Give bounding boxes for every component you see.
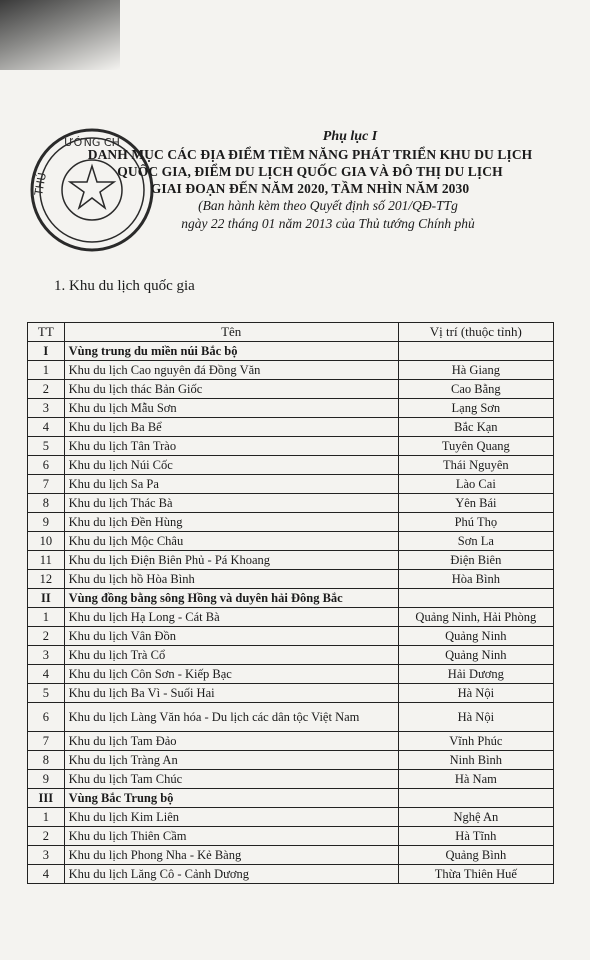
table-row: [28, 380, 554, 399]
table-row: [28, 475, 554, 494]
heading-line-3: GIAI ĐOẠN ĐẾN NĂM 2020, TẦM NHÌN NĂM 2030: [150, 181, 470, 196]
row-name: Khu du lịch Trà Cổ: [64, 646, 398, 665]
table-row: [28, 456, 554, 475]
row-number: 9: [28, 770, 65, 789]
row-name: Khu du lịch Mẫu Sơn: [64, 399, 398, 418]
row-number: 5: [28, 437, 65, 456]
svg-text:THỦ: THỦ: [32, 171, 49, 197]
row-number: 2: [28, 827, 65, 846]
row-number: 10: [28, 532, 65, 551]
table-group-row: [28, 342, 554, 361]
table-row: [28, 684, 554, 703]
row-number: 6: [28, 456, 65, 475]
table-row: [28, 532, 554, 551]
row-name: Vùng đồng bằng sông Hồng và duyên hải Đông Bắc: [64, 589, 398, 608]
row-location: Vĩnh Phúc: [398, 732, 553, 751]
row-number: 2: [28, 380, 65, 399]
table-group-row: [28, 789, 554, 808]
row-location: Sơn La: [398, 532, 553, 551]
table-row: [28, 665, 554, 684]
row-name: Khu du lịch Làng Văn hóa - Du lịch các dân tộc Việt Nam: [64, 703, 398, 732]
row-location: Tuyên Quang: [398, 437, 553, 456]
row-number: 11: [28, 551, 65, 570]
document-header: [40, 128, 580, 233]
row-name: Khu du lịch Cao nguyên đá Đồng Văn: [64, 361, 398, 380]
row-location: Hà Giang: [398, 361, 553, 380]
row-number: 1: [28, 808, 65, 827]
row-number: 7: [28, 732, 65, 751]
row-location: Thái Nguyên: [398, 456, 553, 475]
row-location: Cao Bằng: [398, 380, 553, 399]
row-location: Yên Bái: [398, 494, 553, 513]
row-number: I: [28, 342, 65, 361]
row-name: Vùng Bắc Trung bộ: [64, 789, 398, 808]
table-row: [28, 361, 554, 380]
row-number: 6: [28, 703, 65, 732]
row-name: Khu du lịch Phong Nha - Kẻ Bàng: [64, 846, 398, 865]
scan-shadow: [0, 0, 120, 70]
row-name: Khu du lịch Tân Trào: [64, 437, 398, 456]
row-name: Khu du lịch Thác Bà: [64, 494, 398, 513]
row-number: 3: [28, 646, 65, 665]
row-name: Khu du lịch Tam Đảo: [64, 732, 398, 751]
row-location: Hà Tĩnh: [398, 827, 553, 846]
row-location: Phú Thọ: [398, 513, 553, 532]
issued-line-2: ngày 22 tháng 01 năm 2013 của Thủ tướng Chính phủ: [181, 216, 475, 231]
table-header-row: [28, 323, 554, 342]
row-number: II: [28, 589, 65, 608]
row-name: Khu du lịch Điện Biên Phủ - Pá Khoang: [64, 551, 398, 570]
table-row: [28, 627, 554, 646]
issued-line-1: (Ban hành kèm theo Quyết định số 201/QĐ-TTg: [198, 198, 458, 213]
table-row: [28, 646, 554, 665]
row-number: 8: [28, 751, 65, 770]
table-row: [28, 770, 554, 789]
row-location: Lào Cai: [398, 475, 553, 494]
row-name: Khu du lịch Ba Vì - Suối Hai: [64, 684, 398, 703]
table-row: [28, 732, 554, 751]
table-row: [28, 570, 554, 589]
svg-text:ƯỚNG CH: ƯỚNG CH: [64, 136, 120, 149]
table-row: [28, 827, 554, 846]
table-row: [28, 551, 554, 570]
table-row: [28, 846, 554, 865]
row-number: 4: [28, 418, 65, 437]
row-number: 5: [28, 684, 65, 703]
row-location: Quảng Bình: [398, 846, 553, 865]
heading-line-1: DANH MỤC CÁC ĐỊA ĐIỂM TIỀM NĂNG PHÁT TRIỂN KHU DU LỊCH: [87, 147, 533, 162]
row-name: Khu du lịch Đền Hùng: [64, 513, 398, 532]
table-row: [28, 865, 554, 884]
row-location: [398, 589, 553, 608]
row-number: 3: [28, 846, 65, 865]
row-location: Nghệ An: [398, 808, 553, 827]
row-location: Thừa Thiên Huế: [398, 865, 553, 884]
row-number: 7: [28, 475, 65, 494]
table-row: [28, 494, 554, 513]
row-location: Ninh Bình: [398, 751, 553, 770]
table-row: [28, 608, 554, 627]
column-header-name: Tên: [64, 323, 398, 342]
column-header-location: Vị trí (thuộc tỉnh): [398, 323, 553, 342]
row-name: Khu du lịch Núi Cốc: [64, 456, 398, 475]
row-number: 9: [28, 513, 65, 532]
row-name: Khu du lịch Tam Chúc: [64, 770, 398, 789]
row-number: 1: [28, 361, 65, 380]
row-location: Hòa Bình: [398, 570, 553, 589]
row-number: 2: [28, 627, 65, 646]
row-number: 12: [28, 570, 65, 589]
column-header-tt: TT: [28, 323, 65, 342]
heading-line-2: QUỐC GIA, ĐIỂM DU LỊCH QUỐC GIA VÀ ĐÔ THỊ DU LỊCH: [117, 164, 503, 179]
row-name: Khu du lịch Tràng An: [64, 751, 398, 770]
row-location: [398, 342, 553, 361]
row-name: Khu du lịch Sa Pa: [64, 475, 398, 494]
row-location: Lạng Sơn: [398, 399, 553, 418]
row-location: Hải Dương: [398, 665, 553, 684]
row-location: Quảng Ninh: [398, 646, 553, 665]
table-row: [28, 751, 554, 770]
row-number: III: [28, 789, 65, 808]
row-number: 4: [28, 865, 65, 884]
tourism-areas-table: [27, 322, 554, 884]
table-group-row: [28, 589, 554, 608]
row-number: 1: [28, 608, 65, 627]
row-location: Quảng Ninh: [398, 627, 553, 646]
row-name: Khu du lịch thác Bản Giốc: [64, 380, 398, 399]
row-location: Điện Biên: [398, 551, 553, 570]
table-row: [28, 418, 554, 437]
table-row: [28, 437, 554, 456]
table-row: [28, 399, 554, 418]
section-title: 1. Khu du lịch quốc gia: [54, 278, 195, 294]
row-number: 4: [28, 665, 65, 684]
row-name: Khu du lịch Hạ Long - Cát Bà: [64, 608, 398, 627]
row-name: Khu du lịch Mộc Châu: [64, 532, 398, 551]
row-name: Khu du lịch Vân Đồn: [64, 627, 398, 646]
row-number: 3: [28, 399, 65, 418]
appendix-title: Phụ lục I: [322, 129, 378, 144]
row-location: Quảng Ninh, Hải Phòng: [398, 608, 553, 627]
row-number: 8: [28, 494, 65, 513]
row-name: Khu du lịch Côn Sơn - Kiếp Bạc: [64, 665, 398, 684]
row-name: Khu du lịch Ba Bể: [64, 418, 398, 437]
table-row: [28, 703, 554, 732]
table-row: [28, 513, 554, 532]
row-location: Bắc Kạn: [398, 418, 553, 437]
row-name: Vùng trung du miền núi Bắc bộ: [64, 342, 398, 361]
row-location: [398, 789, 553, 808]
row-name: Khu du lịch Lăng Cô - Cảnh Dương: [64, 865, 398, 884]
row-location: Hà Nội: [398, 703, 553, 732]
row-location: Hà Nam: [398, 770, 553, 789]
table-row: [28, 808, 554, 827]
row-name: Khu du lịch Thiên Cầm: [64, 827, 398, 846]
row-name: Khu du lịch Kim Liên: [64, 808, 398, 827]
row-location: Hà Nội: [398, 684, 553, 703]
row-name: Khu du lịch hồ Hòa Bình: [64, 570, 398, 589]
